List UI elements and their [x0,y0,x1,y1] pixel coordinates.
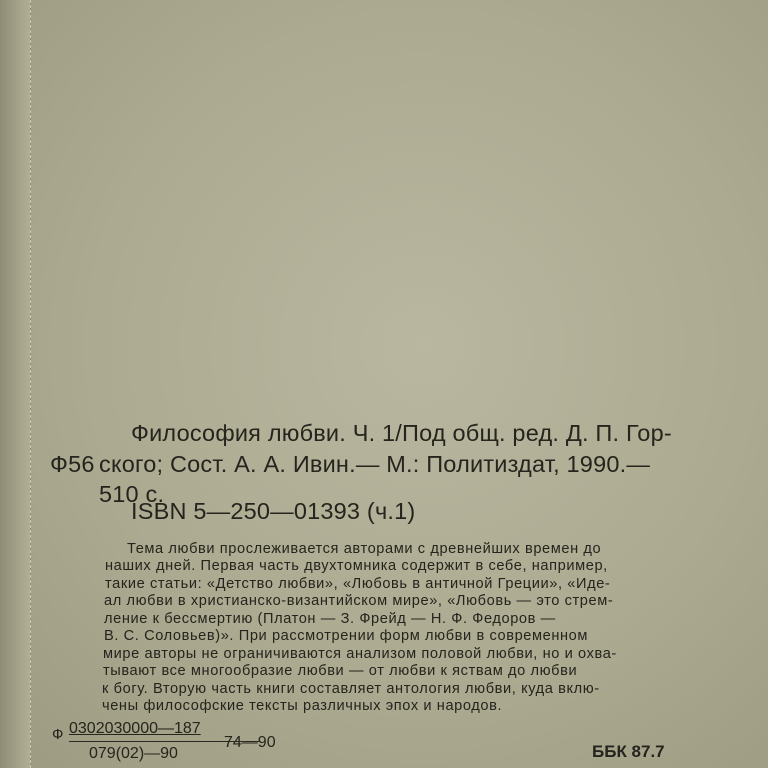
catalog-line-3: 510 с. [99,481,165,507]
isbn-line: ISBN 5—250—01393 (ч.1) [131,498,416,524]
annotation-line-3: такие статьи: «Детство любви», «Любовь в античной Греции», «Иде- [105,576,611,592]
annotation-line-1: Тема любви прослеживается авторами с древнейших времен до [127,541,602,557]
code-prefix: Ф [52,726,64,743]
code-numerator: 0302030000—187 [69,720,201,737]
bbk-classification: ББК 87.7 [592,742,665,761]
annotation-line-10: чены философские тексты различных эпох и народов. [102,698,503,714]
annotation-line-5: ление к бессмертию (Платон — З. Фрейд — Н. Ф. Федоров — [104,611,556,627]
annotation-line-7: мире авторы не ограничиваются анализом половой любви, но и охва- [103,646,617,662]
code-suffix: 74—90 [224,734,276,751]
annotation-line-2: наших дней. Первая часть двухтомника содержит в себе, например, [105,558,608,574]
catalog-line-1: Философия любви. Ч. 1/Под общ. ред. Д. П. Гор- [131,420,672,446]
annotation-line-6: В. С. Соловьев)». При рассмотрении форм любви в современном [104,628,589,644]
catalog-line-2: ского; Сост. А. А. Ивин.— М.: Политиздат, 1990.— [99,451,651,477]
annotation-line-9: к богу. Вторую часть книги составляет антология любви, куда вклю- [102,681,600,697]
annotation-line-4: ал любви в христианско-византийском мире», «Любовь — это стрем- [104,593,614,609]
book-spine-edge [0,0,31,768]
index-code: Ф56 [50,451,95,477]
annotation-line-8: тывают все многообразие любви — от любви к яствам до любви [103,663,578,679]
code-denominator: 079(02)—90 [89,745,178,762]
